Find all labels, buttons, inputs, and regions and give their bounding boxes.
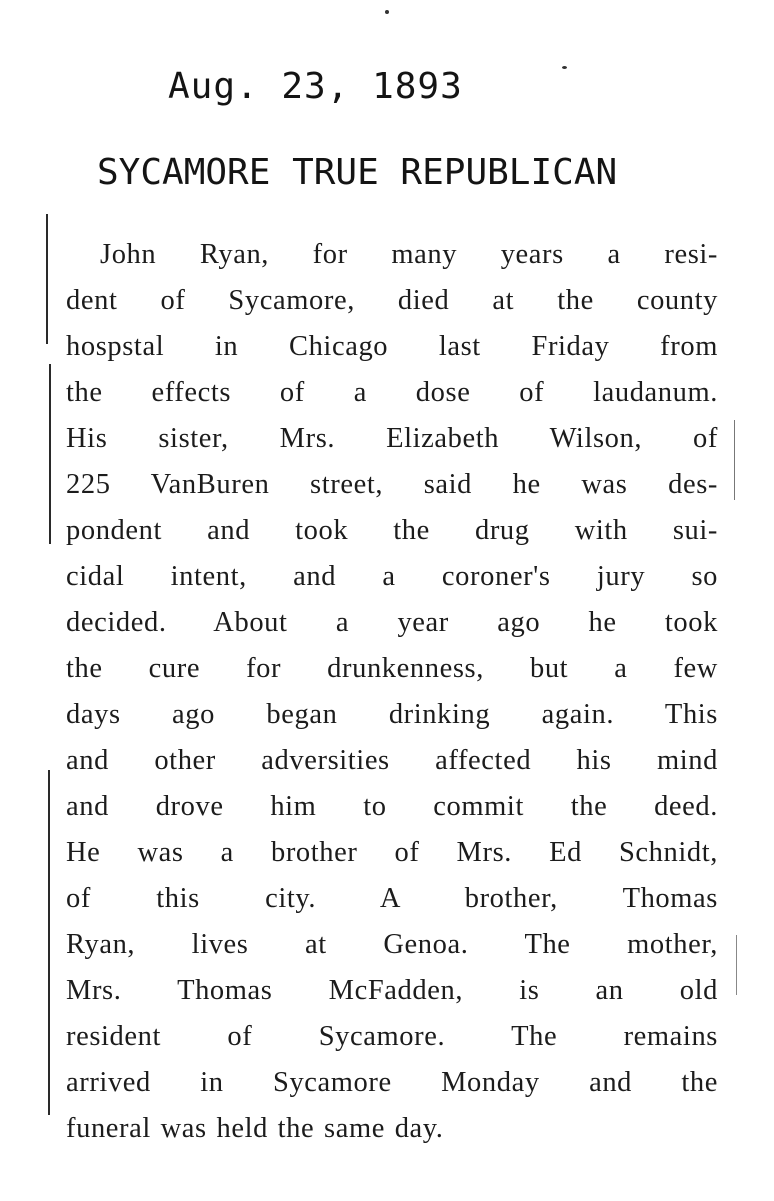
article-line: and drove him to commit the deed. [66, 791, 718, 822]
article-line: the effects of a dose of laudanum. [66, 377, 718, 408]
newspaper-name: SYCAMORE TRUE REPUBLICAN [97, 152, 618, 193]
article-line: resident of Sycamore. The remains [66, 1021, 718, 1052]
clipping-date: Aug. 23, 1893 [168, 66, 463, 107]
article-line: 225 VanBuren street, said he was des- [66, 469, 718, 500]
article-body [66, 232, 718, 1152]
article-line: days ago began drinking again. This [66, 699, 718, 730]
article-line: funeral was held the same day. [66, 1113, 444, 1144]
article-line: of this city. A brother, Thomas [66, 883, 718, 914]
article-line: cidal intent, and a coroner's jury so [66, 561, 718, 592]
article-line: decided. About a year ago he took [66, 607, 718, 638]
article-line: pondent and took the drug with sui- [66, 515, 718, 546]
article-line: John Ryan, for many years a resi- [100, 239, 718, 270]
column-rule-mid [49, 364, 51, 544]
article-line: and other adversities affected his mind [66, 745, 718, 776]
column-rule-lower [48, 770, 50, 1115]
article-line: Mrs. Thomas McFadden, is an old [66, 975, 718, 1006]
article-line: Ryan, lives at Genoa. The mother, [66, 929, 718, 960]
column-rule-top [46, 214, 48, 344]
article-line: His sister, Mrs. Elizabeth Wilson, of [66, 423, 718, 454]
article-line: hospstal in Chicago last Friday from [66, 331, 718, 362]
article-line: dent of Sycamore, died at the county [66, 285, 718, 316]
article-line: arrived in Sycamore Monday and the [66, 1067, 718, 1098]
column-rule-right-lower [736, 935, 737, 995]
column-rule-right [734, 420, 735, 500]
article-line: He was a brother of Mrs. Ed Schnidt, [66, 837, 718, 868]
ink-speck [562, 66, 567, 69]
article-line: the cure for drunkenness, but a few [66, 653, 718, 684]
ink-speck [385, 10, 389, 14]
